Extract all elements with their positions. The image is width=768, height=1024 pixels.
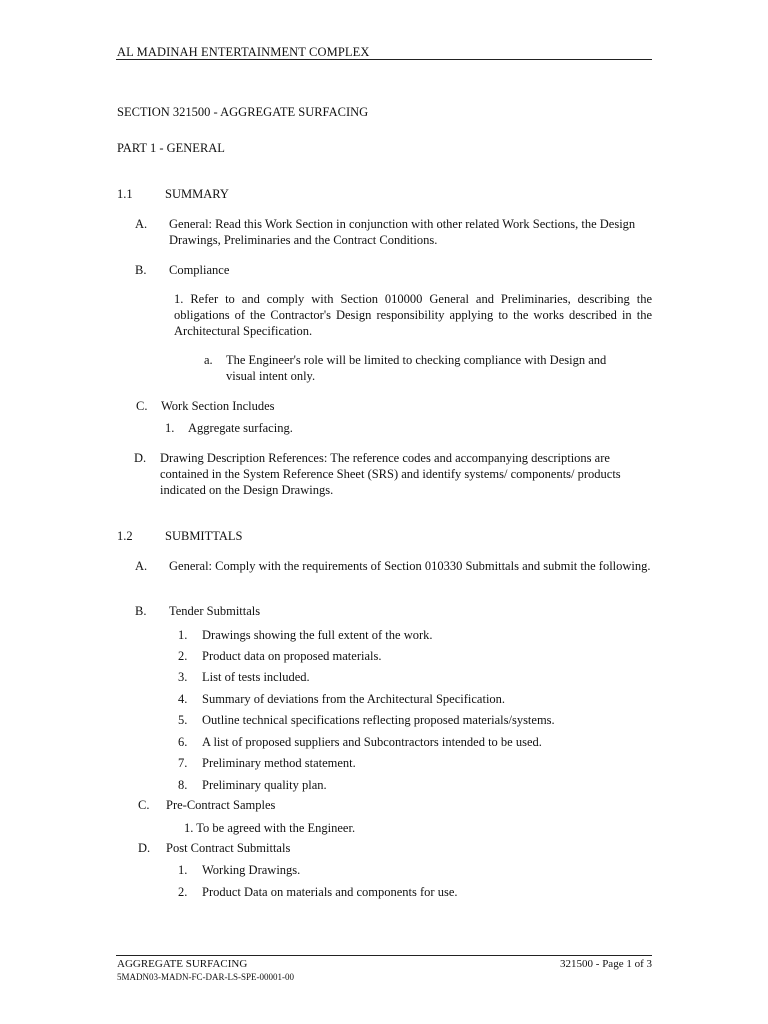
- part-title: PART 1 - GENERAL: [117, 141, 225, 155]
- tender-submittals-heading: Tender Submittals: [169, 604, 261, 618]
- compliance-item-1: 1. Refer to and comply with Section 010000 General and Preliminaries, describing the obligations of the Contractor's Design responsibility applying to the works described in the Architectural Specification.: [174, 292, 652, 338]
- paragraph-letter: C.: [136, 399, 148, 413]
- footer-document-reference: 5MADN03-MADN-FC-DAR-LS-SPE-00001-00: [117, 972, 295, 982]
- article-number-1-1: 1.1: [117, 187, 133, 201]
- list-item: Preliminary quality plan.: [202, 778, 327, 792]
- post-contract-submittals-heading: Post Contract Submittals: [166, 841, 291, 855]
- list-item: Product data on proposed materials.: [202, 649, 382, 663]
- list-number: 2.: [178, 885, 188, 899]
- list-number: 6.: [178, 735, 188, 749]
- list-item: List of tests included.: [202, 670, 310, 684]
- list-item: Product Data on materials and components for use.: [202, 885, 458, 899]
- list-number: 5.: [178, 713, 188, 727]
- article-title-summary: SUMMARY: [165, 187, 229, 201]
- footer-rule: [116, 955, 652, 956]
- paragraph-letter: B.: [135, 263, 147, 277]
- paragraph-letter: A.: [135, 217, 148, 231]
- list-number: 1.: [178, 863, 188, 877]
- header-rule: [116, 59, 652, 60]
- list-number: 7.: [178, 756, 188, 770]
- paragraph-letter: D.: [134, 451, 147, 465]
- aggregate-surfacing-item: Aggregate surfacing.: [188, 421, 293, 435]
- paragraph-letter: D.: [138, 841, 151, 855]
- list-number: 3.: [178, 670, 188, 684]
- list-item: Outline technical specifications reflecting proposed materials/systems.: [202, 713, 555, 727]
- list-item: Summary of deviations from the Architectural Specification.: [202, 692, 506, 706]
- submittals-general-text: General: Comply with the requirements of Section 010330 Submittals and submit the following.: [169, 559, 651, 573]
- list-item: Drawings showing the full extent of the work.: [202, 628, 433, 642]
- paragraph-letter: B.: [135, 604, 147, 618]
- engineer-role-text: The Engineer's role will be limited to checking compliance with Design and visual intent only.: [226, 353, 607, 383]
- header-project-name: AL MADINAH ENTERTAINMENT COMPLEX: [117, 45, 370, 59]
- list-item: Preliminary method statement.: [202, 756, 356, 770]
- drawing-description-text: Drawing Description References: The reference codes and accompanying descriptions are contained in the System Reference Sheet (SRS) and identify systems/ components/ products indicated on the Design Drawings.: [160, 451, 621, 497]
- list-item: A list of proposed suppliers and Subcontractors intended to be used.: [202, 735, 542, 749]
- list-number: 1.: [165, 421, 175, 435]
- pre-contract-item-1: 1. To be agreed with the Engineer.: [184, 821, 356, 835]
- pre-contract-samples-heading: Pre-Contract Samples: [166, 798, 276, 812]
- footer-section-name: AGGREGATE SURFACING: [117, 958, 248, 970]
- section-title: SECTION 321500 - AGGREGATE SURFACING: [117, 105, 369, 119]
- list-item: Working Drawings.: [202, 863, 301, 877]
- article-title-submittals: SUBMITTALS: [165, 529, 243, 543]
- list-number: 8.: [178, 778, 188, 792]
- list-number: 2.: [178, 649, 188, 663]
- subparagraph-letter: a.: [204, 353, 213, 367]
- list-number: 1.: [178, 628, 188, 642]
- work-section-includes-heading: Work Section Includes: [161, 399, 275, 413]
- paragraph-letter: C.: [138, 798, 150, 812]
- summary-general-text: General: Read this Work Section in conjunction with other related Work Sections, the Design Drawings, Preliminaries and the Contract Conditions.: [169, 217, 636, 247]
- paragraph-letter: A.: [135, 559, 148, 573]
- list-number: 4.: [178, 692, 188, 706]
- compliance-heading: Compliance: [169, 263, 230, 277]
- footer-page-number: 321500 - Page 1 of 3: [560, 958, 652, 970]
- article-number-1-2: 1.2: [117, 529, 133, 543]
